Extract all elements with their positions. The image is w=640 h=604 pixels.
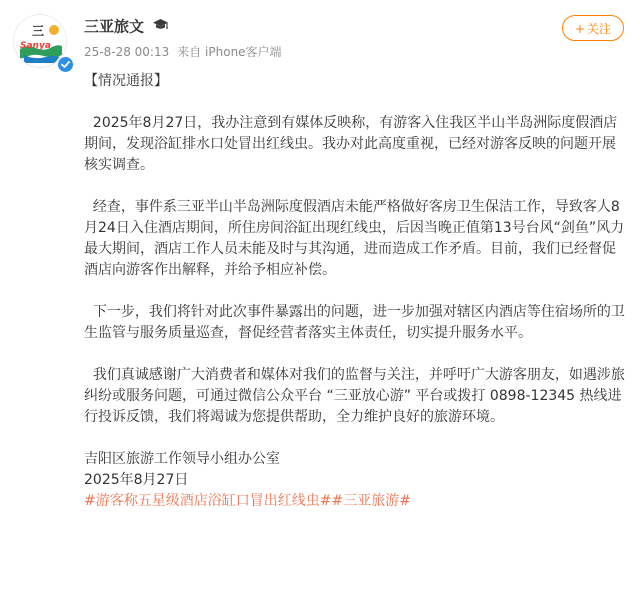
hashtag-link[interactable]: #三亚旅游# <box>331 493 411 509</box>
username-text[interactable]: 三亚旅文 <box>84 17 145 36</box>
follow-button-label: 关注 <box>587 22 612 36</box>
hashtag-link[interactable]: #游客称五星级酒店浴缸口冒出红线虫# <box>84 493 332 509</box>
post-heading: 【情况通报】 <box>84 73 168 89</box>
post-paragraph: 我们真诚感谢广大消费者和媒体对我们的监督与关注，并呼吁广大游客朋友，如遇涉旅纠纷或服务问题，可通过微信公众平台 “三亚放心游” 平台或拨打 0898-12345 热线进行投诉反馈，我们将竭诚为您提供帮助，全力维护良好的旅游环境。 <box>84 367 625 425</box>
follow-button[interactable] <box>562 15 624 41</box>
username[interactable] <box>84 16 169 37</box>
post-content <box>84 71 626 512</box>
post-date: 2025年8月27日 <box>84 472 189 488</box>
post-paragraph: 下一步，我们将针对此次事件暴露出的问题，进一步加强对辖区内酒店等住宿场所的卫生监管与服务质量巡查，督促经营者落实主体责任，切实提升服务水平。 <box>84 304 625 341</box>
plus-icon: + <box>574 22 586 36</box>
graduation-cap-icon <box>152 17 169 37</box>
post-signature: 吉阳区旅游工作领导小组办公室 <box>84 451 280 467</box>
verified-badge-icon <box>56 55 75 74</box>
post-time[interactable]: 25-8-28 00:13 <box>84 45 170 59</box>
svg-text:Sanya: Sanya <box>20 41 51 51</box>
post-meta <box>84 44 282 60</box>
svg-text:三: 三 <box>32 24 45 38</box>
post-paragraph: 经查，事件系三亚半山半岛洲际度假酒店未能严格做好客房卫生保洁工作，导致客人8月24日入住酒店期间，所住房间浴缸出现红线虫，后因当晚正值第13号台风“剑鱼”风力最大期间，酒店工作人员未能及时与其沟通，进而造成工作矛盾。目前，我们已经督促酒店向游客作出解释，并给予相应补偿。 <box>84 199 625 278</box>
hashtag-list <box>84 491 626 512</box>
post-source: 来自 iPhone客户端 <box>177 45 282 59</box>
post-paragraph: 2025年8月27日，我办注意到有媒体反映称，有游客入住我区半山半岛洲际度假酒店期间，发现浴缸排水口处冒出红线虫。我办对此高度重视，已经对游客反映的问题开展核实调查。 <box>84 115 618 173</box>
